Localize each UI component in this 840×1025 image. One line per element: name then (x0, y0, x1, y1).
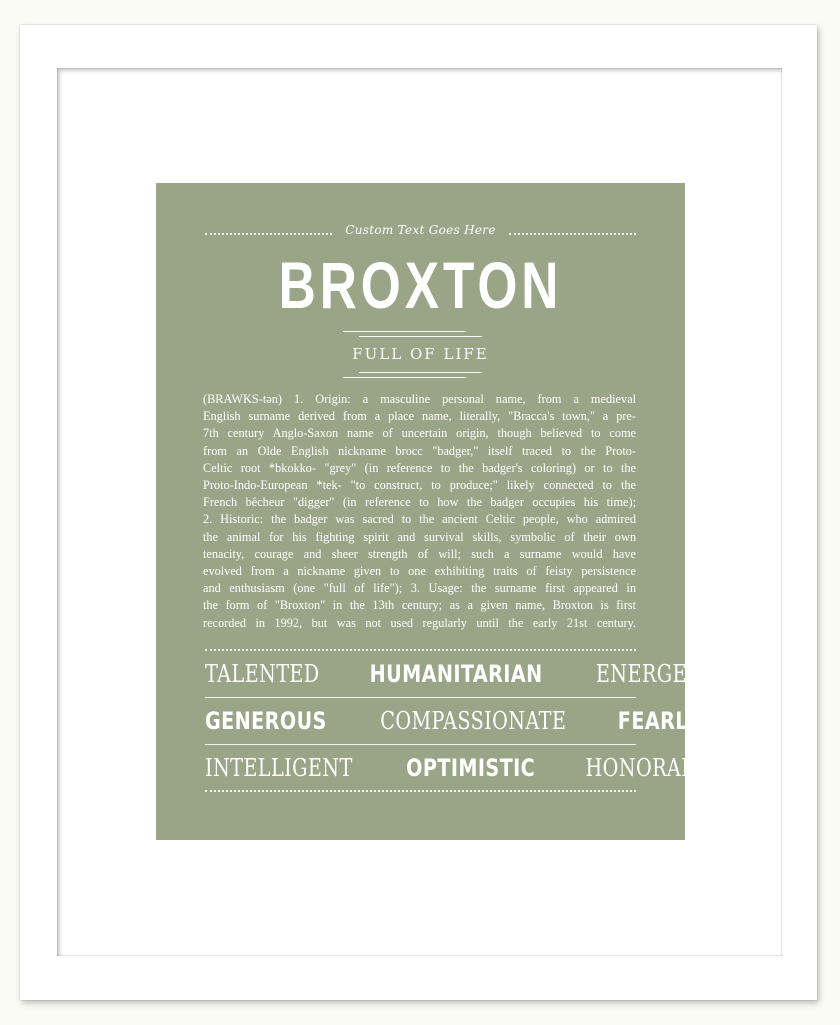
definition-line: French bêcheur "digger" (in reference to how the badger occupies his time); (203, 495, 636, 510)
trait-word: ENERGETIC (596, 660, 724, 688)
definition-line: the form of "Broxton" in the 13th century; as a given name, Broxton is first (203, 598, 636, 613)
trait-word: OPTIMISTIC (405, 754, 535, 782)
definition-line: 7th century Anglo-Saxon name of uncertain origin, though believed to come (203, 426, 636, 441)
traits-row-1 (205, 656, 724, 692)
traits-divider (205, 697, 636, 698)
trait-word: INTELLIGENT (205, 754, 353, 782)
trait-word: TALENTED (205, 660, 320, 688)
traits-row-3 (205, 750, 724, 786)
definition-line: from an Olde English nickname brocc "badger," itself traced to the Proto- (203, 443, 636, 458)
custom-text: Custom Text Goes Here (345, 223, 496, 237)
trait-word: COMPASSIONATE (380, 707, 567, 735)
right-dotted-rule (509, 233, 636, 235)
traits-divider (205, 744, 636, 745)
definition-line: evolved from a nickname given to one exhibiting traits of feisty persistence (203, 564, 636, 579)
name-meaning: FULL OF LIFE (352, 345, 489, 363)
definition-line: tenacity, courage and sheer strength of will; such a surname would have (203, 546, 636, 561)
traits-dotted-rule-top (205, 649, 636, 651)
trait-word: GENEROUS (205, 707, 327, 735)
definition-line: the animal for his fighting spirit and survival skills, symbolic of their own (203, 529, 636, 544)
traits-dotted-rule-bottom (205, 790, 636, 792)
definition-line: and enthusiasm (one "full of life"); 3. Usage: the surname first appeared in (203, 581, 636, 596)
definition-line: 2. Historic: the badger was sacred to the ancient Celtic people, who admired (203, 512, 636, 527)
meaning-rule-bottom-1 (359, 372, 482, 373)
meaning-rule-top-2 (359, 336, 482, 337)
definition-line: Celtic root *bkokko- "grey" (in reference to the badger's coloring) or to the (203, 460, 636, 475)
traits-row-2 (205, 703, 729, 739)
name-title: BROXTON (278, 248, 563, 322)
name-definition (203, 391, 636, 632)
meaning-rule-bottom-2 (343, 377, 466, 378)
definition-line: English surname derived from a place name, literally, "Bracca's town," a pre- (203, 409, 636, 424)
definition-line: Proto-Indo-European *tek- "to construct, to produce;" likely connected to the (203, 478, 636, 493)
definition-line: (BRAWKS-tən) 1. Origin: a masculine personal name, from a medieval (203, 392, 636, 406)
trait-word: HONORABLE (585, 754, 724, 782)
definition-line: recorded in 1992, but was not used regularly until the early 21st century. (203, 615, 636, 630)
meaning-rule-top-1 (343, 331, 466, 332)
trait-word: FEARLESS (617, 707, 729, 735)
name-print (156, 183, 729, 840)
trait-word: HUMANITARIAN (369, 660, 543, 688)
custom-text-row (205, 223, 636, 243)
